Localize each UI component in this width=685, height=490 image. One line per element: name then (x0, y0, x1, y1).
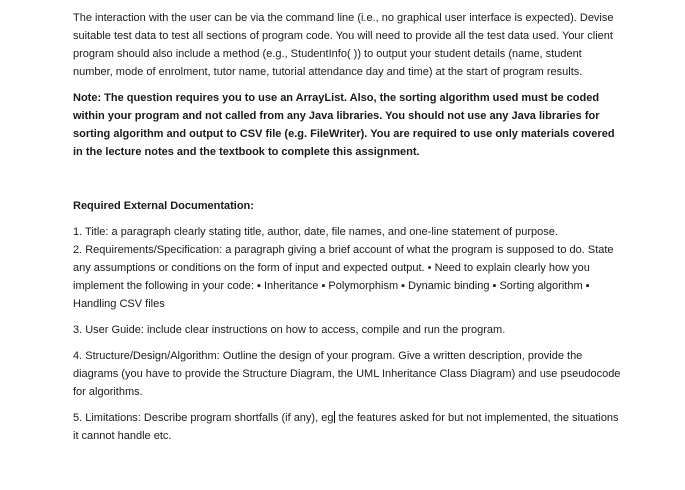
item-title: 1. Title: a paragraph clearly stating title, author, date, file names, and one-line statement of purpose. (73, 226, 558, 238)
section-heading: Required External Documentation: (73, 200, 254, 212)
document-page (73, 9, 621, 445)
note-paragraph: Note: The question requires you to use an ArrayList. Also, the sorting algorithm used must be coded within your program and not called from any Java libraries. You should not use any Java libraries for sorting algorithm and output to CSV file (e.g. FileWriter). You are required to use only materials covered in the lecture notes and the textbook to complete this assignment. (73, 92, 615, 158)
intro-paragraph: The interaction with the user can be via the command line (i.e., no graphical user interface is expected). Devise suitable test data to test all sections of program code. You will need to provide all the test data used. Your client program should also include a method (e.g., StudentInfo( )) to output your student details (name, student number, mode of enrolment, tutor name, tutorial attendance day and time) at the start of program results. (73, 12, 614, 78)
item-limitations-text-end: the features asked for but not implemented, the situations it cannot handle etc. (73, 412, 619, 442)
item-limitations-text-start: 5. Limitations: Describe program shortfalls (if any), eg (73, 412, 334, 424)
item-user-guide: 3. User Guide: include clear instructions on how to access, compile and run the program. (73, 324, 506, 336)
item-requirements: 2. Requirements/Specification: a paragraph giving a brief account of what the program is supposed to do. State any assumptions or conditions on the form of input and expected output. • Need to explain clearly how you implement the following in your code: ▪ Inheritance ▪ Polymorphism ▪ Dynamic binding ▪ Sorting algorithm ▪ Handling CSV files (73, 244, 614, 310)
item-limitations (73, 409, 621, 445)
item-structure-design: 4. Structure/Design/Algorithm: Outline the design of your program. Give a written description, provide the diagrams (you have to provide the Structure Diagram, the UML Inheritance Class Diagram) and use pseudocode for algorithms. (73, 350, 621, 398)
